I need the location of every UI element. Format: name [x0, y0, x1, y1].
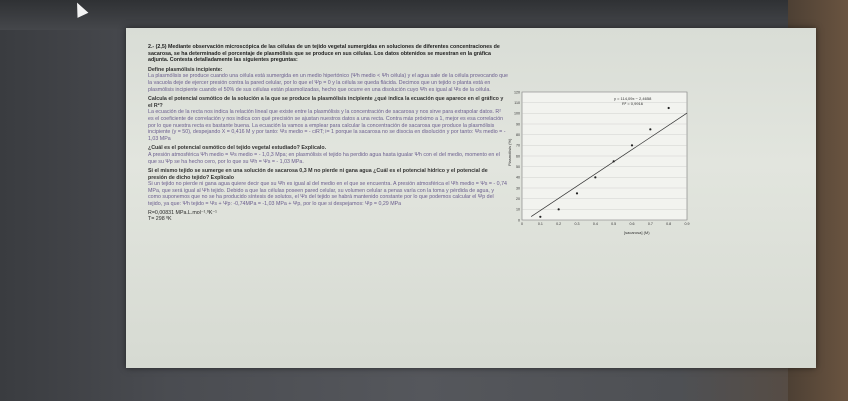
- x-axis-label: [sacarosa] (M): [624, 230, 650, 235]
- constant-t: T= 298 ºK: [148, 216, 172, 223]
- x-tick-label: 0.1: [537, 222, 543, 226]
- x-tick-label: 0.8: [666, 222, 672, 226]
- y-tick-label: 0: [518, 218, 520, 223]
- y-tick-label: 60: [516, 154, 520, 159]
- data-point: [649, 128, 651, 130]
- chart-r2: R² = 0,9916: [622, 101, 644, 106]
- y-tick-label: 40: [516, 175, 520, 180]
- x-tick-label: 0.5: [611, 222, 617, 226]
- y-tick-label: 70: [516, 143, 520, 148]
- y-tick-label: 10: [516, 207, 520, 212]
- section-answer: Si un tejido no pierde ni gana agua quiere decir que su Ψh es igual al del medio en el que se encuentra. A presión atmosférica el Ψh medio = Ψs = - 0,74 MPa, que será igual al Ψh tejido. Debido a que las células poseen pared celular, su volumen celular a penas varía con la toma y pérdida de agua, y como suponemos que no se ha producido síntesis de solutos, el Ψs del tejido se habrá mantenido constante por lo que podemos calcular el Ψp del tejido, ya que: Ψh tejido = Ψs + Ψp: -0,74MPa = -1,03 MPa + Ψp, por lo que si despejamos: Ψp = 0,29 MPa: [148, 181, 507, 208]
- section-heading: ¿Cuál es el potencial osmótico del tejido vegetal estudiado? Explícalo.: [148, 145, 327, 152]
- x-tick-label: 0: [521, 222, 523, 226]
- section-answer: A presión atmosférica Ψh medio = Ψs medio = - 1,0,3 Mpa; en plasmólisis el tejido ha perdido agua hasta igualar Ψh con el del medio, momento en el que su Ψp se ha hecho cero, por lo que su Ψh = Ψs = - 1,03 MPa.: [148, 151, 500, 165]
- data-point: [631, 144, 633, 146]
- data-point: [576, 192, 578, 194]
- section-answer: La ecuación de la recta nos indica la relación lineal que existe entre la plasmólisis y la concentración de sacarosa y nos sirve para extrapolar datos. R² es el coeficiente de correlación y nos indica con qué precisión se ajustan nuestros datos a una recta. Contra más próximo a 1, mejor es esa correlación por lo que nuestra recta es bastante buena. La ecuación la vamos a emplear para calcular la concentración de sacarosa que produce la plasmólisis incipiente (y = 50), despejando X = 0,416 M y por tanto: Ψs medio = - ciRT; i= 1 porque la sacarosa no se disocia en disolución y por tanto: Ψs medio = - 1,03 MPa: [148, 109, 506, 142]
- chart-equation: y = 114,09x − 2,4658: [614, 96, 652, 101]
- document-text: [148, 44, 508, 223]
- y-tick-label: 100: [514, 111, 520, 116]
- data-point: [558, 208, 560, 210]
- x-tick-label: 0.9: [684, 222, 690, 226]
- question-title: 2.- (2,5) Mediante observación microscópica de las células de un tejido vegetal sumergidas en soluciones de diferentes concentraciones de sacarosa, se ha determinado el porcentaje de plasmólisis que se produce en sus células. Los datos obtenidos se muestran en la gráfica adjunta. Contesta detalladamente las siguientes preguntas:: [148, 44, 500, 64]
- section-answer: La plasmólisis se produce cuando una célula está sumergida en un medio hipertónico (Ψh medio < Ψh célula) y el agua sale de la célula provocando que la vacuola deje de ejercer presión contra la pared celular, por lo que el Ψp = 0 y la célula se queda flácida. Decimos que un tejido o planta está en plasmólisis incipiente cuando el 50% de sus células están plasmolizadas, hecho que ocurre en una disolución cuyo Ψh es igual al Ψs de la célula.: [148, 73, 508, 93]
- section-heading: Si el mismo tejido se sumerge en una solución de sacarosa 0,3 M no pierde ni gana agua ¿Cuál es el potencial hídrico y el potencial de presión de dicho tejido? Explícalo: [148, 168, 488, 181]
- section-heading: Define plasmólisis incipiente:: [148, 66, 223, 73]
- x-tick-label: 0.7: [647, 222, 653, 226]
- y-tick-label: 20: [516, 197, 520, 202]
- x-tick-label: 0.4: [592, 222, 598, 226]
- y-tick-label: 120: [514, 90, 520, 95]
- y-tick-label: 50: [516, 165, 520, 170]
- x-tick-label: 0.3: [574, 222, 580, 226]
- y-tick-label: 90: [516, 122, 520, 127]
- data-point: [613, 160, 615, 162]
- x-tick-label: 0.6: [629, 222, 635, 226]
- data-point: [594, 176, 596, 178]
- constant-r: R=0,00831 MPa.L.mol⁻¹.ºK⁻¹: [148, 209, 217, 216]
- y-tick-label: 110: [514, 101, 520, 106]
- y-tick-label: 30: [516, 186, 520, 191]
- data-point: [539, 216, 541, 218]
- x-tick-label: 0.2: [556, 222, 562, 226]
- section-heading: Calcula el potencial osmótico de la solución a la que se produce la plasmólisis incipiente ¿qué indica la ecuación que aparece en el gráfico y el R²?: [148, 96, 504, 109]
- wall-background: [0, 0, 848, 30]
- plasmolysis-chart: [504, 86, 694, 236]
- y-axis-label: Plasmólisis (%): [507, 138, 512, 166]
- projector-screen: [126, 28, 816, 368]
- y-tick-label: 80: [516, 133, 520, 138]
- data-point: [668, 107, 670, 109]
